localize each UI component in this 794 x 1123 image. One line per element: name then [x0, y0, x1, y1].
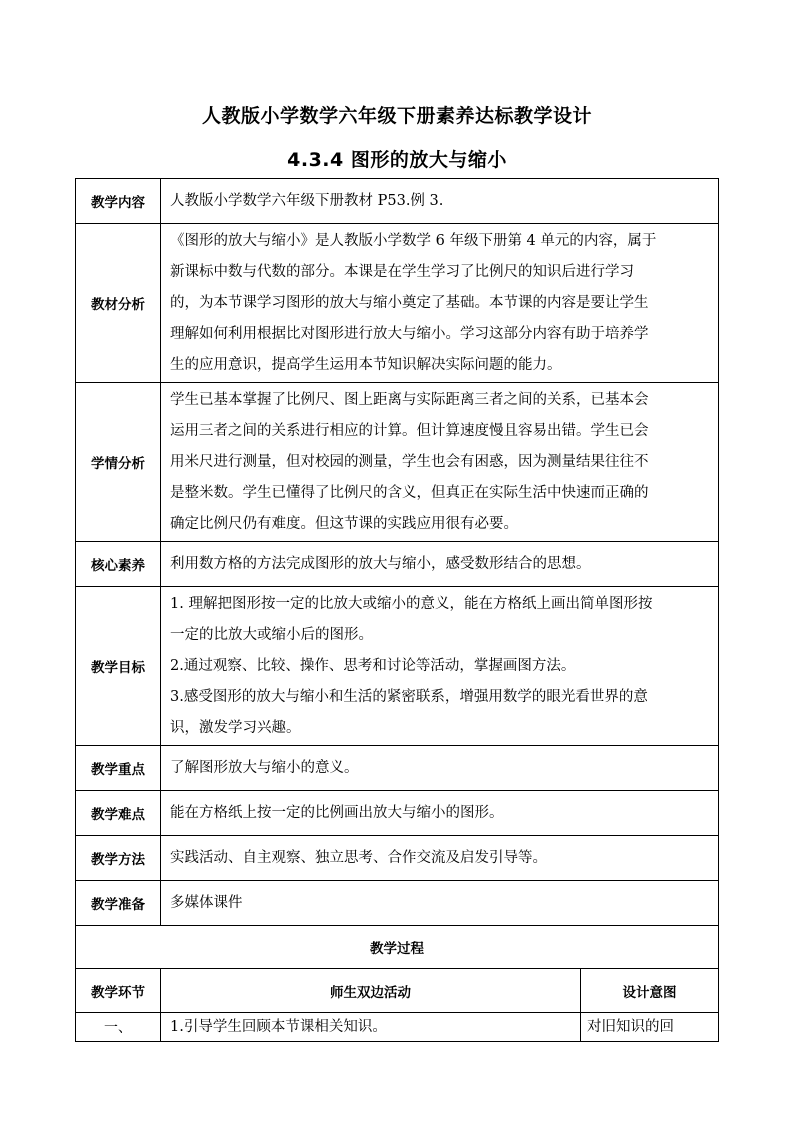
row-value-objectives [161, 587, 719, 746]
text-line: 的，为本节课学习图形的放大与缩小奠定了基础。本节课的内容是要让学生 [170, 294, 649, 311]
process-intent-cell: 对旧知识的回 [581, 1013, 719, 1042]
row-value-preparation [161, 881, 719, 926]
text-line: 新课标中数与代数的部分。本课是在学生学习了比例尺的知识后进行学习 [170, 263, 634, 280]
table-row [76, 179, 719, 224]
row-label-key-points: 教学重点 [76, 746, 161, 791]
row-label-student-analysis: 学情分析 [76, 383, 161, 542]
table-row [76, 1013, 719, 1042]
row-label-core-literacy: 核心素养 [76, 542, 161, 587]
text-line: 生的应用意识，提高学生运用本节知识解决实际问题的能力。 [170, 356, 562, 373]
text-line: 一定的比放大或缩小后的图形。 [170, 626, 373, 643]
text-line: 识，激发学习兴趣。 [170, 719, 301, 736]
row-value-student-analysis [161, 383, 719, 542]
row-value-key-points [161, 746, 719, 791]
text-line: 利用数方格的方法完成图形的放大与缩小，感受数形结合的思想。 [170, 555, 591, 572]
table-row [76, 542, 719, 587]
table-row [76, 791, 719, 836]
text-line: 学生已基本掌握了比例尺、图上距离与实际距离三者之间的关系，已基本会 [170, 391, 649, 408]
lesson-title: 4.3.4 图形的放大与缩小 [287, 149, 507, 171]
process-header-stage: 教学环节 [76, 969, 161, 1013]
text-line: 《图形的放大与缩小》是人教版小学数学 6 年级下册第 4 单元的内容，属于 [170, 232, 657, 249]
text-line: 理解如何利用根据比对图形进行放大与缩小。学习这部分内容有助于培养学 [170, 325, 649, 342]
process-title: 教学过程 [76, 926, 719, 969]
table-row [76, 746, 719, 791]
table-row [76, 224, 719, 383]
table-row [76, 926, 719, 969]
document-title: 人教版小学数学六年级下册素养达标教学设计 [201, 105, 592, 127]
row-label-material-analysis: 教材分析 [76, 224, 161, 383]
text-line: 是整米数。学生已懂得了比例尺的含义，但真正在实际生活中快速而正确的 [170, 484, 649, 501]
row-value-content [161, 179, 719, 224]
table-row [76, 969, 719, 1013]
row-value-core-literacy [161, 542, 719, 587]
text-line: 能在方格纸上按一定的比例画出放大与缩小的图形。 [170, 804, 504, 821]
text-line: 1. 理解把图形按一定的比放大或缩小的意义，能在方格纸上画出简单图形按 [170, 595, 653, 612]
row-label-methods: 教学方法 [76, 836, 161, 881]
row-label-content: 教学内容 [76, 179, 161, 224]
text-line: 确定比例尺仍有难度。但这节课的实践应用很有必要。 [170, 515, 518, 532]
table-row [76, 587, 719, 746]
text-line: 人教版小学数学六年级下册教材 P53.例 3. [170, 192, 444, 209]
lesson-plan-table [75, 178, 719, 1042]
row-label-difficulties: 教学难点 [76, 791, 161, 836]
table-row [76, 383, 719, 542]
row-value-difficulties [161, 791, 719, 836]
text-line: 实践活动、自主观察、独立思考、合作交流及启发引导等。 [170, 849, 547, 866]
row-value-methods [161, 836, 719, 881]
row-label-objectives: 教学目标 [76, 587, 161, 746]
text-line: 运用三者之间的关系进行相应的计算。但计算速度慢且容易出错。学生已会 [170, 422, 649, 439]
text-line: 了解图形放大与缩小的意义。 [170, 759, 359, 776]
process-header-intent: 设计意图 [581, 969, 719, 1013]
text-line: 用米尺进行测量，但对校园的测量，学生也会有困惑，因为测量结果往往不 [170, 453, 649, 470]
process-activity-cell: 1.引导学生回顾本节课相关知识。 [161, 1013, 581, 1042]
text-line: 多媒体课件 [170, 894, 243, 911]
process-stage-cell: 一、 [76, 1013, 161, 1042]
text-line: 3.感受图形的放大与缩小和生活的紧密联系，增强用数学的眼光看世界的意 [170, 688, 648, 705]
table-row [76, 836, 719, 881]
row-value-material-analysis [161, 224, 719, 383]
text-line: 2.通过观察、比较、操作、思考和讨论等活动，掌握画图方法。 [170, 657, 576, 674]
row-label-preparation: 教学准备 [76, 881, 161, 926]
process-header-activity: 师生双边活动 [161, 969, 581, 1013]
table-row [76, 881, 719, 926]
